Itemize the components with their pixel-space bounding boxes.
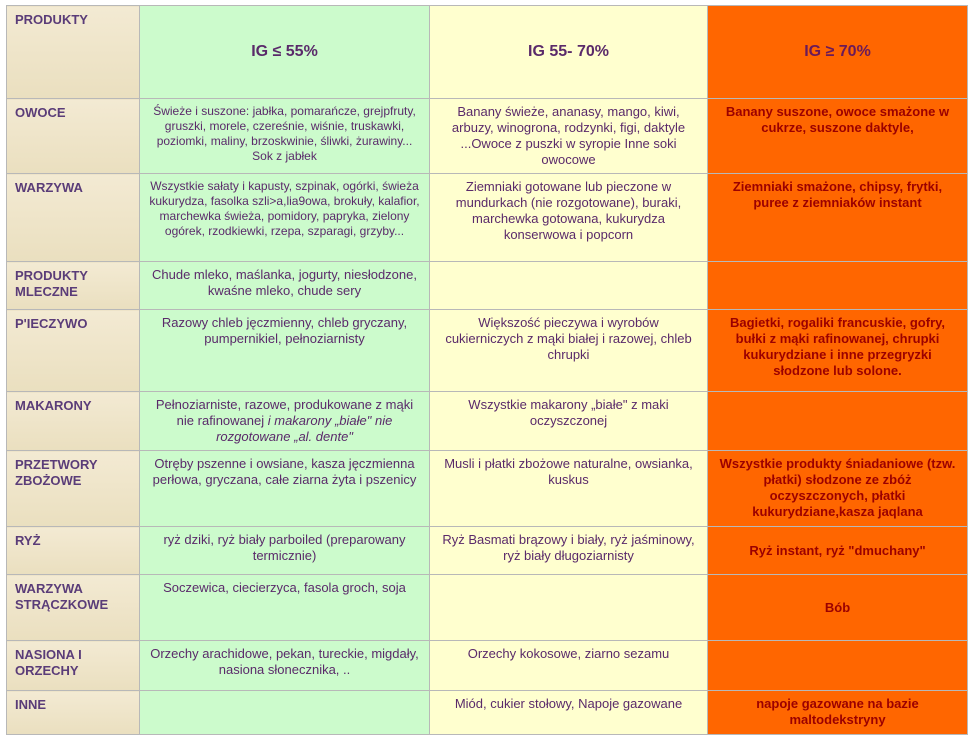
high-gi-cell: Wszystkie produkty śniadaniowe (tzw. płatki) słodzone ze zbóż oczyszczonych, płatki kukurydziane,kasza jaqlana xyxy=(708,451,968,527)
high-gi-cell: Ryż instant, ryż "dmuchany" xyxy=(708,527,968,575)
table-row xyxy=(7,691,968,735)
mid-gi-cell: Musli i płatki zbożowe naturalne, owsianka, kuskus xyxy=(430,451,708,527)
high-gi-cell: napoje gazowane na bazie maltodekstryny xyxy=(708,691,968,735)
high-gi-cell: Banany suszone, owoce smażone w cukrze, suszone daktyle, xyxy=(708,99,968,174)
table-row xyxy=(7,310,968,392)
mid-gi-cell: Większość pieczywa i wyrobów cukierniczych z mąki białej i razowej, chleb chrupki xyxy=(430,310,708,392)
mid-gi-cell xyxy=(430,575,708,641)
low-gi-cell: Razowy chleb jęczmienny, chleb gryczany, pumpernikiel, pełnoziarnisty xyxy=(140,310,430,392)
high-gi-cell: Bagietki, rogaliki francuskie, gofry, bułki z mąki rafinowanej, chrupki kukurydziane i inne przegryzki słodzone lub solone. xyxy=(708,310,968,392)
table-row xyxy=(7,392,968,451)
category-cell: WARZYWA xyxy=(7,174,140,262)
table-row xyxy=(7,575,968,641)
table-row xyxy=(7,527,968,575)
table-row xyxy=(7,99,968,174)
header-high-gi: IG ≥ 70% xyxy=(708,6,968,99)
category-cell: NASIONA I ORZECHY xyxy=(7,641,140,691)
category-cell: WARZYWA STRĄCZKOWE xyxy=(7,575,140,641)
table-row xyxy=(7,174,968,262)
table-row xyxy=(7,451,968,527)
high-gi-cell xyxy=(708,392,968,451)
mid-gi-cell: Banany świeże, ananasy, mango, kiwi, arbuzy, winogrona, rodzynki, figi, daktyle ...Owoce z puszki w syropie Inne soki owocowe xyxy=(430,99,708,174)
category-cell: P'IECZYWO xyxy=(7,310,140,392)
mid-gi-cell: Ryż Basmati brązowy i biały, ryż jaśminowy, ryż biały długoziarnisty xyxy=(430,527,708,575)
category-cell: OWOCE xyxy=(7,99,140,174)
low-gi-italic-text: i makarony „białe" nie rozgotowane „al. dente" xyxy=(216,413,393,444)
high-gi-cell: Bób xyxy=(708,575,968,641)
high-gi-cell xyxy=(708,641,968,691)
category-cell: PRODUKTY MLECZNE xyxy=(7,262,140,310)
mid-gi-cell: Orzechy kokosowe, ziarno sezamu xyxy=(430,641,708,691)
table-row xyxy=(7,262,968,310)
mid-gi-cell xyxy=(430,262,708,310)
low-gi-cell xyxy=(140,392,430,451)
category-cell: MAKARONY xyxy=(7,392,140,451)
high-gi-cell xyxy=(708,262,968,310)
glycemic-index-table xyxy=(6,5,968,735)
low-gi-cell: Świeże i suszone: jabłka, pomarańcze, grejpfruty, gruszki, morele, czereśnie, wiśnie, truskawki, poziomki, maliny, brzoskwinie, śliwki, żurawiny... Sok z jabłek xyxy=(140,99,430,174)
low-gi-text: Pełnoziarniste, razowe, produkowane z mąki nie rafinowanej xyxy=(155,397,414,428)
header-low-gi: IG ≤ 55% xyxy=(140,6,430,99)
header-category: PRODUKTY xyxy=(7,6,140,99)
category-cell: PRZETWORY ZBOŻOWE xyxy=(7,451,140,527)
mid-gi-cell: Wszystkie makarony „białe" z maki oczyszczonej xyxy=(430,392,708,451)
category-cell: RYŻ xyxy=(7,527,140,575)
high-gi-cell: Ziemniaki smażone, chipsy, frytki, puree z ziemniaków instant xyxy=(708,174,968,262)
mid-gi-cell: Miód, cukier stołowy, Napoje gazowane xyxy=(430,691,708,735)
low-gi-cell: ryż dziki, ryż biały parboiled (preparowany termicznie) xyxy=(140,527,430,575)
low-gi-cell: Chude mleko, maślanka, jogurty, niesłodzone, kwaśne mleko, chude sery xyxy=(140,262,430,310)
low-gi-cell: Orzechy arachidowe, pekan, tureckie, migdały, nasiona słonecznika, .. xyxy=(140,641,430,691)
header-mid-gi: IG 55- 70% xyxy=(430,6,708,99)
low-gi-cell: Wszystkie sałaty i kapusty, szpinak, ogórki, świeża kukurydza, fasolka szli>a,lia9owa, brokuły, kalafior, marchewka świeża, pomidory, papryka, zielony ogórek, rzodkiewki, rzepa, szparagi, grzyby... xyxy=(140,174,430,262)
header-row xyxy=(7,6,968,99)
low-gi-cell: Otręby pszenne i owsiane, kasza jęczmienna perłowa, gryczana, całe ziarna żyta i pszenicy xyxy=(140,451,430,527)
category-cell: INNE xyxy=(7,691,140,735)
mid-gi-cell: Ziemniaki gotowane lub pieczone w mundurkach (nie rozgotowane), buraki, marchewka gotowana, kukurydza konserwowa i popcorn xyxy=(430,174,708,262)
low-gi-cell: Soczewica, ciecierzyca, fasola groch, soja xyxy=(140,575,430,641)
low-gi-cell xyxy=(140,691,430,735)
table-row xyxy=(7,641,968,691)
